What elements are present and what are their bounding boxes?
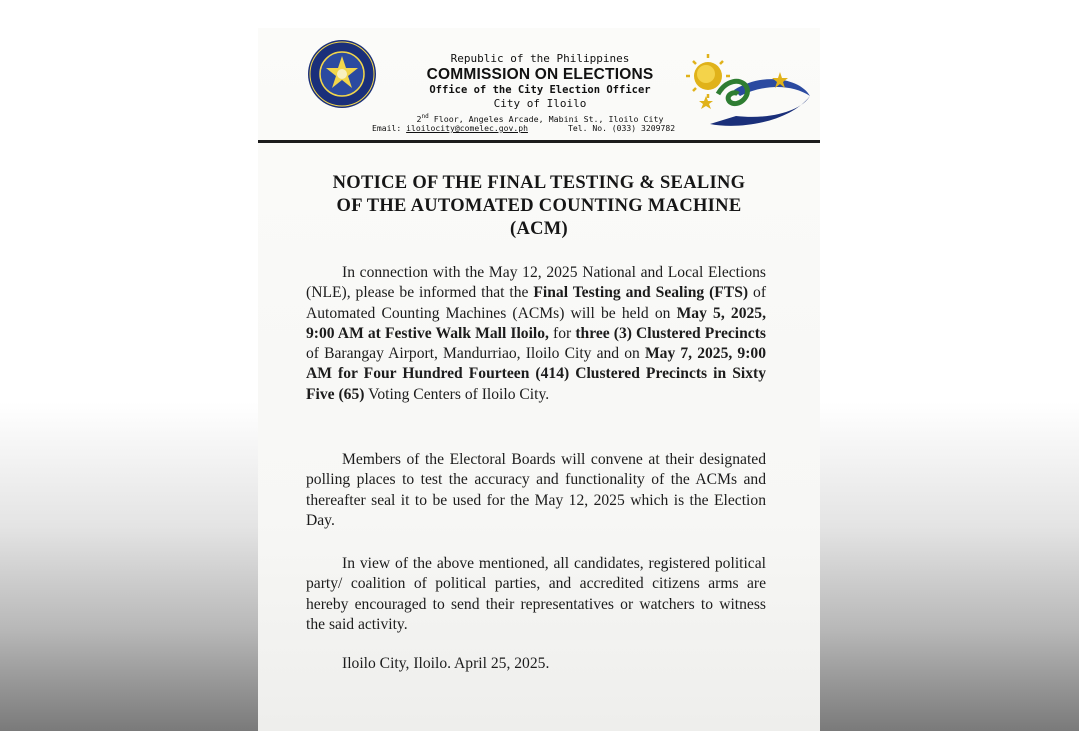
letterhead-divider [258,140,820,143]
office-name: Office of the City Election Officer [429,84,651,96]
comelec-seal-icon [306,38,378,110]
notice-title: NOTICE OF THE FINAL TESTING & SEALING OF THE AUTOMATED COUNTING MACHINE (ACM) [332,173,746,239]
telephone: Tel. No. (033) 3209782 [567,123,676,133]
contact-line: Email: iloilocity@comelec.gov.ph Tel. No. (033) 3209782 [372,123,676,133]
dateline: Iloilo City, Iloilo. April 25, 2025. [342,655,550,672]
city-name: City of Iloilo [493,97,587,110]
address-line: 2nd Floor, Angeles Arcade, Mabini St., Iloilo City [416,113,664,124]
organization-name: COMMISSION ON ELECTIONS [426,66,654,83]
notice-document [258,28,820,731]
letterhead-text [370,52,710,125]
comelec-anniversary-logo-icon [680,34,816,134]
letterhead [258,28,820,144]
paragraph-schedule: In connection with the May 12, 2025 National and Local Elections (NLE), please be informed that the Final Testing and Sealing (FTS) of Automated Counting Machines (ACMs) will be held on May 5, 2025, 9:00 AM at Festive Walk Mall Iloilo, for three (3) Clustered Precincts of Barangay Airport, Mandurriao, Iloilo City and on May 7, 2025, 9:00 AM for Four Hundred Fourteen (414) Clustered Precincts in Sixty Five (65) Voting Centers of Iloilo City. [306,264,767,403]
paragraph-invitation: In view of the above mentioned, all candidates, registered political party/ coalition of political parties, and accredited citizens arms are hereby encouraged to send their representatives or watchers to witness the said activity. [306,555,766,633]
republic-line: Republic of the Philippines [450,52,630,65]
email-link[interactable]: iloilocity@comelec.gov.ph [406,123,528,133]
paragraph-electoral-boards: Members of the Electoral Boards will convene at their designated polling places to test the accuracy and functionality of the ACMs and thereafter seal it to be used for the May 12, 2025 which is the Election Day. [306,451,766,529]
